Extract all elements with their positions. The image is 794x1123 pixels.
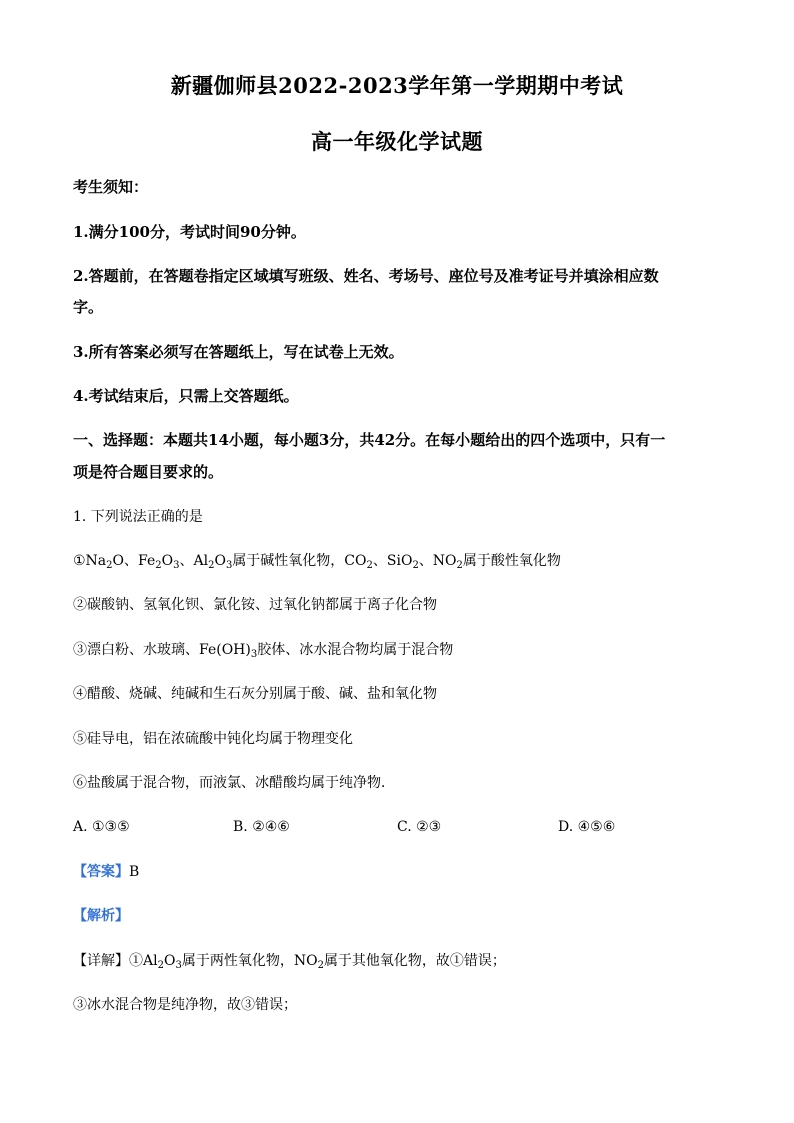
- section-heading: 一、选择题：本题共14小题，每小题3分，共42分。在每小题给出的四个选项中，只有一: [73, 431, 666, 449]
- statement-2: ②碳酸钠、氢氧化钡、氯化铵、过氧化钠都属于离子化合物: [73, 597, 437, 613]
- detail-line-2: ③冰水混合物是纯净物，故③错误；: [73, 997, 297, 1013]
- notice-item-4: 4.考试结束后，只需上交答题纸。: [73, 387, 299, 405]
- option-c: C. ②③: [397, 819, 442, 835]
- analysis-tag: 【解析】: [73, 908, 129, 924]
- detail-tag: 【详解】: [73, 953, 129, 969]
- answer-value: B: [129, 864, 140, 880]
- exam-title: 新疆伽师县2022-2023学年第一学期期中考试: [170, 73, 624, 98]
- statement-4: ④醋酸、烧碱、纯碱和生石灰分别属于酸、碱、盐和氧化物: [73, 686, 437, 702]
- statement-1: $①Na_2O$、$Fe_2O_3$、$Al_2O_3$属于碱性氧化物，$CO_2$、SiO$_2$、$NO_2$属于酸性氧化物: [73, 553, 561, 571]
- exam-subtitle: 高一年级化学试题: [311, 129, 483, 154]
- question-stem: 1. 下列说法正确的是: [73, 509, 203, 525]
- notice-item-2: 2.答题前，在答题卷指定区域填写班级、姓名、考场号、座位号及准考证号并填涂相应数: [73, 267, 659, 285]
- statement-5: ⑤硅导电，铝在浓硫酸中钝化均属于物理变化: [73, 731, 353, 747]
- statement-3: ③漂白粉、水玻璃、$Fe(OH)_3$胶体、冰水混合物均属于混合物: [73, 642, 454, 660]
- answer-line: [73, 861, 723, 883]
- statement-6: ⑥盐酸属于混合物，而液氯、冰醋酸均属于纯净物．: [73, 775, 395, 791]
- option-a: A. ①③⑤: [73, 819, 130, 835]
- notice-item-2-cont: 字。: [73, 298, 104, 316]
- section-heading-cont: 项是符合题目要求的。: [73, 463, 224, 481]
- analysis-line: [73, 905, 723, 927]
- detail-line-1: 【详解】$①Al_2O_3$属于两性氧化物，$NO_2$属于其他氧化物，故①错误；: [73, 953, 506, 971]
- notice-item-3: 3.所有答案必须写在答题纸上，写在试卷上无效。: [73, 343, 404, 361]
- notice-item-1: 1.满分100分，考试时间90分钟。: [73, 223, 306, 241]
- notice-heading: 考生须知：: [73, 178, 149, 196]
- option-d: D. ④⑤⑥: [558, 819, 616, 835]
- answer-tag: 【答案】: [73, 864, 129, 880]
- option-b: B. ②④⑥: [233, 819, 290, 835]
